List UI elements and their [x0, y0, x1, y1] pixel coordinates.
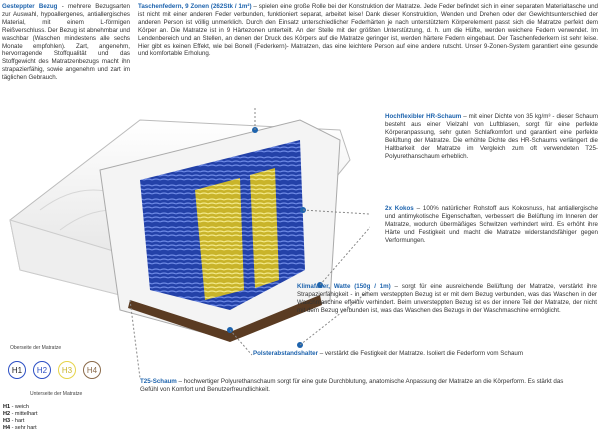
springs-description: Taschenfedern, 9 Zonen (262Stk / 1m²) – spielen eine große Rolle bei der Konstruktion der Matratze. Jede Feder befindet sich in einer separaten Materialtasche und ist nicht mit einer anderen Feder verbunden, funktioniert separat, arbeitet leise! Dank dieser Konstruktion, Wenden und Drehen oder der Gewichtsunterschied der anderen Person ist völlig unmerklich. Durch den Einsatz unterschiedlicher Federhärten je nach unterstütztem Körperelement passt sich die Matratze perfekt dem Körper an. Die Matratze ist in 9 Härtezonen unterteilt. An der Stelle mit der größten Unterstützung, d. h. um die Hüfte, werden weichere Federn verwendet. Im Lendenbereich und an Stellen, an denen der Druck des Körpers auf die Matratze geringer ist, werden härtere Federn eingebaut. Der Taschenfederkern ist sehr leise. Hier gibt es keinen Effekt, wie bei Bonell (Federkern)- Matratzen, das eine leichtere Person auf eine andere rutscht. Unser 9-Zonen-System garantiert eine gesunde und komfortable Erholung. [138, 3, 598, 58]
coconut-description: 2x Kokos – 100% natürlicher Rohstoff aus Kokosnuss, hat antiallergische und antimykotische Eigenschaften, verbessert die Belüftung im Inneren der Matratze, wodurch übermäßiges Schwitzen verhindert wird. Es erhöht ihre Härte und Festigkeit und macht die Matratze widerstandsfähiger gegen Verformungen. [385, 205, 598, 244]
spacer-text: verstärkt die Festigkeit der Matratze. Isoliert die Federform vom Schaum [324, 350, 523, 357]
hardness-h4-icon: H4 [83, 361, 101, 379]
legend-h2: H2 - mittelhart [3, 411, 38, 417]
t25-description: T25-Schaum – hochwertiger Polyurethanschaum sorgt für eine gute Durchblutung, anatomische Anpassung der Matratze an die Körperform. Es stärkt das Gefühl von Komfort und Benutzerfreundlichkeit. [140, 378, 564, 393]
hr-foam-description: Hochflexibler HR-Schaum – mit einer Dichte von 35 kg/m³ - dieser Schaum besteht aus einer Vielzahl von Luftblasen, sorgt für eine perfekte Körperanpassung, sehr guten Schlafkomfort und garantiert eine perfekte Belüftung der Matratze. Die erhöhte Dichte des HR-Schaums verlängert die Haltbarkeit der Matratze im Vergleich zum oft verwendeten T25-Polyurethanschaum erheblich. [385, 113, 598, 160]
cover-title: Gesteppter Bezug [2, 3, 58, 10]
top-side-label: Oberseite der Matratze [10, 345, 62, 351]
springs-title: Taschenfedern, 9 Zonen (262Stk / 1m²) [138, 3, 252, 10]
spacer-description: Polsterabstandshalter – verstärkt die Festigkeit der Matratze. Isoliert die Federform vom Schaum [253, 350, 523, 357]
cover-text: mehrere Bezugsarten zur Auswahl, hypoallergenes, antiallergisches Material, mit einem L-förmigen Reißverschluss. Der Bezug ist abnehmbar und waschbar (Waschen mindestens alle sechs Monate empfohlen). Zart, angenehm, hervorragende Stoffqualität und das Stoffgewicht des Matratzenbezugs macht ihn strapazierfähig, sowie angenehm und zart im täglichen Gebrauch. [2, 3, 130, 82]
hardness-h1-icon: H1 [8, 361, 26, 379]
legend-h4: H4 - sehr hart [3, 425, 37, 431]
springs-text: spielen eine große Rolle bei der Konstruktion der Matratze. Jede Feder befindet sich in einer separaten Materialtasche und ist nicht mit einer anderen Feder verbunden, funktioniert separat, arbeitet leise! Dank dieser Konstruktion, Wenden und Drehen oder der Gewichtsunterschied der anderen Person ist völlig unmerklich. Durch den Einsatz unterschiedlicher Federhärten je nach unterstütztem Körperelement passt sich die Matratze perfekt dem Körper an. Die Matratze ist in 9 Härtezonen unterteilt. An der Stelle mit der größten Unterstützung, d. h. um die Hüfte, werden weichere Federn verwendet. Im Lendenbereich und an Stellen, an denen der Druck des Körpers auf die Matratze geringer ist, werden härtere Federn eingebaut. Der Taschenfederkern ist sehr leise. Hier gibt es keinen Effekt, wie bei Bonell (Federkern)- Matratzen, das eine leichtere Person auf eine andere rutscht. Unser 9-Zonen-System garantiert eine gesunde und komfortable Erholung. [138, 3, 598, 58]
legend-h1: H1 - weich [3, 404, 29, 410]
t25-title: T25-Schaum [140, 378, 177, 385]
hardness-h3-icon: H3 [58, 361, 76, 379]
fiber-description: Klimafaser, Watte (150g / 1m) – sorgt für eine ausreichende Belüftung der Matratze, verstärkt ihre Strapazierfähigkeit - in einem versteppten Bezug ist er mit dem Bezug verbunden, was das Waschen in der Waschmaschine effektiv verhindert. Beim unversteppten Bezug ist es der innere Teil der Matratze, der nicht mit dem Bezug verbunden ist, was das Waschen des Bezugs in der Waschmaschine ermöglicht. [297, 283, 597, 314]
spacer-title: Polsterabstandshalter [253, 350, 318, 357]
bottom-side-label: Unterseite der Matratze [30, 391, 83, 397]
cover-description: Gesteppter Bezug - mehrere Bezugsarten zur Auswahl, hypoallergenes, antiallergisches Material, mit einem L-förmigen Reißverschluss. Der Bezug ist abnehmbar und waschbar (Waschen mindestens alle sechs Monate empfohlen). Zart, angenehm, hervorragende Stoffqualität und das Stoffgewicht des Matratzenbezugs macht ihn strapazierfähig, sowie angenehm und zart im täglichen Gebrauch. [2, 3, 130, 82]
legend-h3: H3 - hart [3, 418, 25, 424]
coconut-title: 2x Kokos [385, 205, 414, 212]
coconut-text: 100% natürlicher Rohstoff aus Kokosnuss, hat antiallergische und antimykotische Eigenschaften, verbessert die Belüftung im Inneren der Matratze, wodurch übermäßiges Schwitzen verhindert wird. Es erhöht ihre Härte und Festigkeit und macht die Matratze widerstandsfähiger gegen Verformungen. [385, 205, 598, 244]
fiber-text: sorgt für eine ausreichende Belüftung der Matratze, verstärkt ihre Strapazierfähigkeit - in einem versteppten Bezug ist er mit dem Bezug verbunden, was das Waschen in der Waschmaschine effektiv verhindert. Beim unversteppten Bezug ist es der innere Teil der Matratze, der nicht mit dem Bezug verbunden ist, was das Waschen des Bezugs in der Waschmaschine ermöglicht. [297, 283, 597, 314]
hardness-h2-icon: H2 [33, 361, 51, 379]
fiber-title: Klimafaser, Watte (150g / 1m) [297, 283, 391, 290]
hr-foam-text: mit einer Dichte von 35 kg/m³ - dieser Schaum besteht aus einer Vielzahl von Luftblasen, sorgt für eine perfekte Körperanpassung, sehr guten Schlafkomfort und garantiert eine perfekte Belüftung der Matratze. Die erhöhte Dichte des HR-Schaums verlängert die Haltbarkeit der Matratze im Vergleich zum oft verwendeten T25-Polyurethanschaum erheblich. [385, 113, 598, 160]
hr-foam-title: Hochflexibler HR-Schaum [385, 113, 462, 120]
mattress-illustration [0, 100, 370, 380]
t25-text: hochwertiger Polyurethanschaum sorgt für eine gute Durchblutung, anatomische Anpassung der Matratze an die Körperform. Es stärkt das Gefühl von Komfort und Benutzerfreundlichkeit. [140, 378, 564, 393]
